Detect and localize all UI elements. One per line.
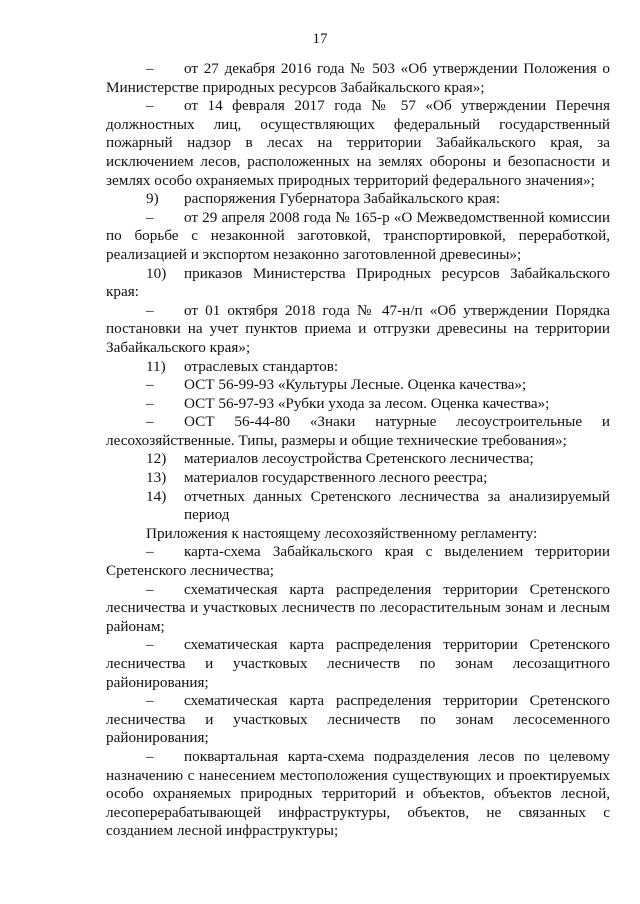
list-item [106, 209, 610, 265]
list-item [106, 265, 610, 302]
list-marker: 13) [146, 469, 167, 487]
list-item [106, 395, 610, 414]
list-item-text: от 29 апреля 2008 года № 165-р «О Межведомственной комиссии по борьбе с незаконной заготовкой, транспортировкой, переработкой, реализацией и экспортом незаконно заготовленной древесины»; [106, 208, 610, 263]
list-marker: – [146, 97, 154, 115]
list-item [106, 413, 610, 450]
list-item [106, 358, 610, 377]
list-item [106, 543, 610, 580]
list-item-text: материалов государственного лесного реестра; [184, 469, 488, 487]
list-item-text: отчетных данных Сретенского лесничества за анализируемый период [184, 487, 610, 524]
list-marker: – [146, 208, 154, 226]
list-marker: 10) [146, 264, 167, 282]
list-marker: – [146, 60, 154, 77]
list-item-text: от 27 декабря 2016 года № 503 «Об утверждении Положения о Министерстве природных ресурсов Забайкальского края»; [106, 60, 610, 96]
list-item [106, 488, 610, 525]
list-marker: – [146, 376, 154, 394]
list-item-text: от 14 февраля 2017 года № 57 «Об утверждении Перечня должностных лиц, осуществляющих федеральный государственный пожарный надзор в лесах на территории Забайкальского края, за исключением лесов, расположенных на землях обороны и безопасности и землях особо охраняемых природных территорий федерального значения»; [106, 97, 610, 189]
list-item-text: карта-схема Забайкальского края с выделением территории Сретенского лесничества; [106, 543, 610, 580]
paragraph-text: Приложения к настоящему лесохозяйственному регламенту: [146, 524, 538, 542]
list-item [106, 302, 610, 358]
list-item [106, 97, 610, 190]
list-item-text: ОСТ 56-44-80 «Знаки натурные лесоустроительные и лесохозяйственные. Типы, размеры и общие технические требования»; [106, 413, 610, 449]
list-marker: – [146, 747, 154, 765]
list-item-text: схематическая карта распределения территории Сретенского лесничества и участковых лесничеств по зонам лесозащитного районирования; [106, 636, 610, 691]
list-item [106, 190, 610, 209]
list-item-text: распоряжения Губернатора Забайкальского края: [184, 190, 501, 208]
list-item [106, 469, 610, 488]
list-item [106, 636, 610, 692]
list-item [106, 376, 610, 395]
list-marker: – [146, 636, 154, 654]
list-marker: – [146, 580, 154, 598]
list-item [106, 748, 610, 841]
list-item [106, 692, 610, 748]
page-number: 17 [312, 31, 328, 47]
list-item [106, 581, 610, 637]
list-item-text: приказов Министерства Природных ресурсов Забайкальского края: [106, 264, 610, 301]
list-marker: – [146, 394, 154, 412]
list-item-text: отраслевых стандартов: [184, 357, 339, 375]
list-item-text: материалов лесоустройства Сретенского лесничества; [184, 450, 534, 468]
list-item-text: ОСТ 56-99-93 «Культуры Лесные. Оценка качества»; [184, 376, 527, 394]
list-item [106, 60, 610, 97]
list-item-text: поквартальная карта-схема подразделения лесов по целевому назначению с нанесением местоположения существующих и проектируемых особо охраняемых природных территорий и объектов, объектов лесной, лесоперерабатывающей инфраструктуры, объектов, не связанных с созданием лесной инфраструктуры; [106, 747, 610, 840]
list-item-text: от 01 октября 2018 года № 47-н/п «Об утверждении Порядка постановки на учет пунктов приема и отгрузки древесины на территории Забайкальского края»; [106, 301, 610, 356]
list-item [106, 450, 610, 469]
list-marker: 14) [146, 487, 167, 505]
list-marker: 11) [146, 357, 166, 375]
list-marker: – [146, 543, 154, 561]
list-item-text: ОСТ 56-97-93 «Рубки ухода за лесом. Оценка качества»; [184, 394, 550, 412]
list-marker: – [146, 413, 154, 431]
paragraph [106, 525, 610, 544]
document-body [106, 60, 610, 841]
list-marker: 12) [146, 450, 167, 468]
list-item-text: схематическая карта распределения территории Сретенского лесничества и участковых лесничеств по зонам лесосеменного районирования; [106, 692, 610, 747]
list-item-text: схематическая карта распределения территории Сретенского лесничества и участковых лесничеств по лесорастительным зонам и лесным районам; [106, 580, 610, 635]
list-marker: 9) [146, 190, 159, 208]
list-marker: – [146, 301, 154, 319]
list-marker: – [146, 692, 154, 710]
